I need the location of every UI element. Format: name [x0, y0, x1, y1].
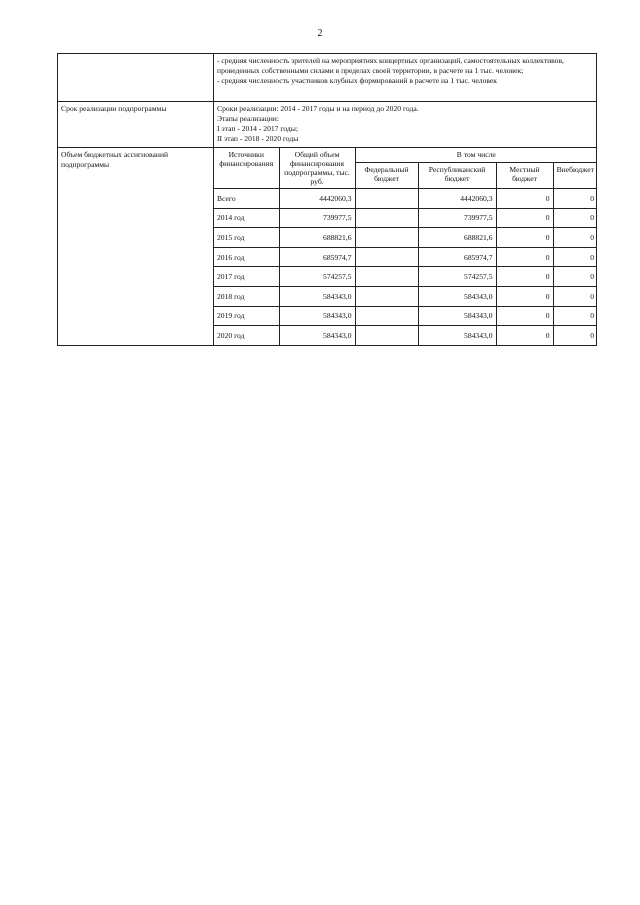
indicators-cell — [214, 54, 597, 102]
total-cell: 584343,0 — [279, 326, 355, 345]
republic-cell: 688821,6 — [418, 228, 496, 248]
page-number: 2 — [317, 28, 323, 39]
source-cell: 2017 год — [214, 267, 279, 287]
table-row — [214, 208, 597, 228]
republic-cell: 584343,0 — [418, 286, 496, 306]
republic-cell: 4442060,3 — [418, 189, 496, 209]
federal-cell — [355, 189, 418, 209]
indicator-item: - средняя численность участников клубных формирований в расчете на 1 тыс. человек — [217, 76, 497, 85]
republic-cell: 739977,5 — [418, 208, 496, 228]
funding-label: Объем бюджетных ассигнований подпрограммы — [58, 148, 214, 346]
subprogram-passport-table — [57, 53, 597, 346]
table-row — [214, 189, 597, 209]
local-cell: 0 — [496, 189, 553, 209]
header-extra: Внебюджет — [553, 163, 597, 189]
table-row — [214, 247, 597, 267]
local-cell: 0 — [496, 267, 553, 287]
term-row — [58, 102, 597, 148]
term-line: Сроки реализации: 2014 - 2017 годы и на период до 2020 года. — [217, 104, 419, 113]
local-cell: 0 — [496, 306, 553, 326]
total-cell: 574257,5 — [279, 267, 355, 287]
total-cell: 584343,0 — [279, 286, 355, 306]
funding-body — [214, 189, 597, 345]
federal-cell — [355, 306, 418, 326]
term-line: I этап - 2014 - 2017 годы; — [217, 124, 298, 133]
header-source: Источники финансирования — [214, 148, 279, 189]
table-row — [214, 286, 597, 306]
table-row — [214, 306, 597, 326]
total-cell: 685974,7 — [279, 247, 355, 267]
federal-cell — [355, 267, 418, 287]
federal-cell — [355, 286, 418, 306]
term-line: II этап - 2018 - 2020 годы — [217, 134, 299, 143]
source-cell: 2020 год — [214, 326, 279, 345]
local-cell: 0 — [496, 208, 553, 228]
extra-cell: 0 — [553, 286, 597, 306]
extra-cell: 0 — [553, 208, 597, 228]
republic-cell: 584343,0 — [418, 306, 496, 326]
republic-cell: 584343,0 — [418, 326, 496, 345]
extra-cell: 0 — [553, 306, 597, 326]
total-cell: 739977,5 — [279, 208, 355, 228]
header-total: Общий объем финансирования подпрограммы, тыс. руб. — [279, 148, 355, 189]
federal-cell — [355, 208, 418, 228]
source-cell: Всего — [214, 189, 279, 209]
extra-cell: 0 — [553, 228, 597, 248]
federal-cell — [355, 247, 418, 267]
total-cell: 688821,6 — [279, 228, 355, 248]
indicators-label-cell — [58, 54, 214, 102]
extra-cell: 0 — [553, 247, 597, 267]
local-cell: 0 — [496, 228, 553, 248]
local-cell: 0 — [496, 326, 553, 345]
extra-cell: 0 — [553, 267, 597, 287]
header-republic: Республиканский бюджет — [418, 163, 496, 189]
source-cell: 2018 год — [214, 286, 279, 306]
table-row — [214, 267, 597, 287]
funding-header-row — [214, 148, 597, 163]
local-cell: 0 — [496, 286, 553, 306]
extra-cell: 0 — [553, 189, 597, 209]
republic-cell: 685974,7 — [418, 247, 496, 267]
table-row — [214, 228, 597, 248]
indicator-item: - средняя численность зрителей на мероприятиях концертных организаций, самостоятельных коллективов, проведенных собственными силами в пределах своей территории, в расчете на 1 тыс. человек; — [217, 56, 564, 75]
extra-cell: 0 — [553, 326, 597, 345]
republic-cell: 574257,5 — [418, 267, 496, 287]
header-federal: Федеральный бюджет — [355, 163, 418, 189]
local-cell: 0 — [496, 247, 553, 267]
funding-cell — [214, 148, 597, 346]
term-label: Срок реализации подпрограммы — [58, 102, 214, 148]
federal-cell — [355, 326, 418, 345]
source-cell: 2019 год — [214, 306, 279, 326]
indicators-row — [58, 54, 597, 102]
term-cell — [214, 102, 597, 148]
source-cell: 2015 год — [214, 228, 279, 248]
total-cell: 4442060,3 — [279, 189, 355, 209]
header-including: В том числе — [355, 148, 597, 163]
funding-table — [214, 148, 597, 345]
term-line: Этапы реализации: — [217, 114, 279, 123]
funding-row — [58, 148, 597, 346]
source-cell: 2014 год — [214, 208, 279, 228]
source-cell: 2016 год — [214, 247, 279, 267]
header-local: Местный бюджет — [496, 163, 553, 189]
table-row — [214, 326, 597, 345]
federal-cell — [355, 228, 418, 248]
total-cell: 584343,0 — [279, 306, 355, 326]
